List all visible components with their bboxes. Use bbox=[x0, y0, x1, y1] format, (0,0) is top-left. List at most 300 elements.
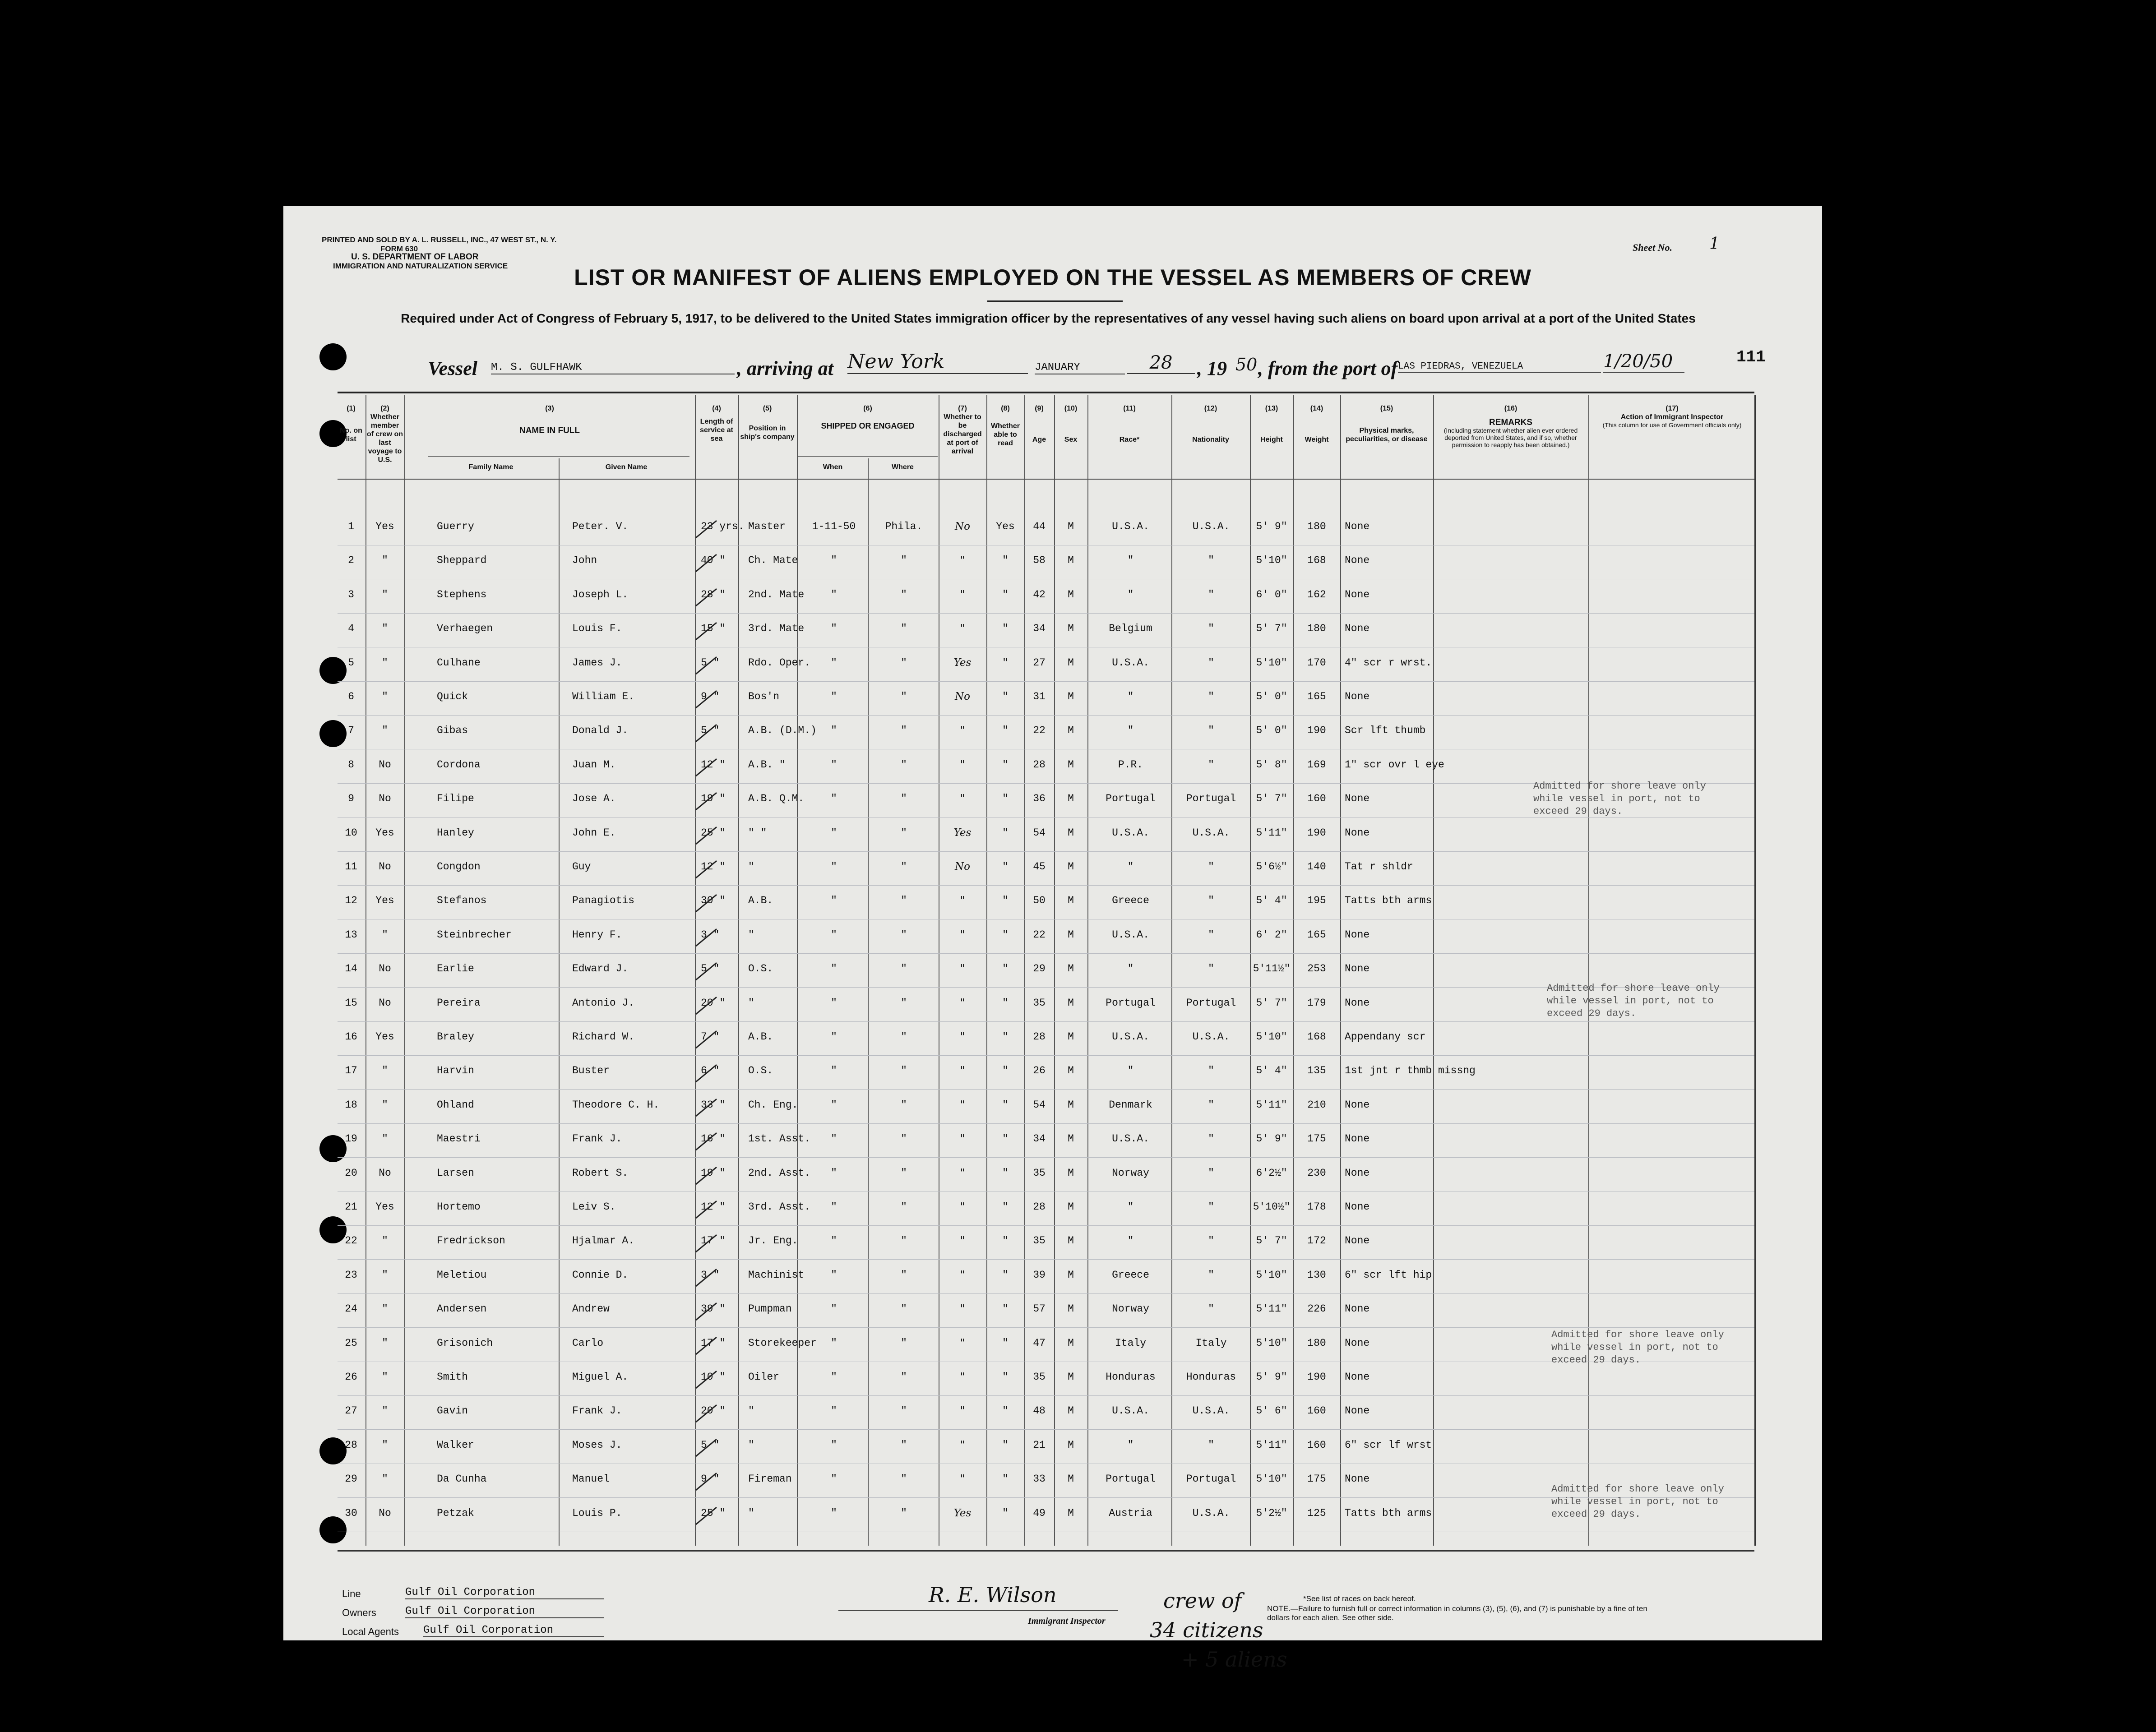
cell-family: Quick bbox=[437, 691, 468, 702]
cell-where: " bbox=[901, 1065, 907, 1077]
cell-marks: None bbox=[1345, 963, 1370, 975]
agents-value: Gulf Oil Corporation bbox=[423, 1624, 604, 1637]
cell-age: 22 bbox=[1033, 928, 1046, 941]
cell-race: U.S.A. bbox=[1112, 656, 1149, 669]
cell-given: Connie D. bbox=[572, 1269, 629, 1281]
cell-where: " bbox=[901, 588, 907, 600]
cell-sex: M bbox=[1068, 1099, 1074, 1111]
cell-age: 42 bbox=[1033, 588, 1046, 600]
cell-age: 27 bbox=[1033, 656, 1046, 669]
cell-no: 6 bbox=[348, 691, 354, 702]
col-16-header: (16) REMARKS (Including statement whether alien ever ordered deported from United States, and if so, whether permission to reapply has been obtained.) bbox=[1444, 405, 1578, 448]
cell-disch: " bbox=[960, 928, 965, 941]
cell-last: " bbox=[382, 928, 388, 941]
col-15-header: (15) Physical marks, peculiarities, or disease bbox=[1346, 405, 1428, 443]
cell-when: " bbox=[831, 1133, 837, 1145]
cell-when: " bbox=[831, 691, 837, 702]
cell-race: U.S.A. bbox=[1112, 928, 1149, 941]
cell-nat: Portugal bbox=[1186, 793, 1236, 805]
cell-age: 45 bbox=[1033, 861, 1046, 873]
cell-family: Guerry bbox=[437, 521, 474, 532]
cell-height: 5'10" bbox=[1256, 1269, 1287, 1281]
cell-read: " bbox=[1002, 1439, 1009, 1451]
cell-no: 16 bbox=[345, 1031, 357, 1043]
cell-sex: M bbox=[1068, 963, 1074, 975]
cell-where: " bbox=[901, 1303, 907, 1315]
cell-nat: " bbox=[1208, 1235, 1214, 1247]
cell-given: Donald J. bbox=[572, 725, 629, 737]
cell-where: " bbox=[901, 895, 907, 907]
cell-when: " bbox=[831, 1201, 837, 1213]
cell-read: " bbox=[1002, 1065, 1009, 1077]
col-3a-header: Family Name bbox=[468, 463, 514, 471]
cell-height: 5' 6" bbox=[1256, 1405, 1287, 1417]
cell-race: Belgium bbox=[1109, 623, 1152, 635]
cell-given: Henry F. bbox=[572, 928, 622, 941]
cell-disch: Yes bbox=[953, 1507, 972, 1519]
cell-family: Hortemo bbox=[437, 1201, 481, 1213]
col-14-header: (14) Weight bbox=[1305, 405, 1329, 443]
cell-no: 2 bbox=[348, 554, 354, 567]
row-rule bbox=[338, 1327, 1754, 1328]
cell-marks: None bbox=[1345, 691, 1370, 702]
cell-last: " bbox=[382, 623, 388, 635]
cell-disch: " bbox=[960, 1473, 965, 1485]
cell-height: 5'2½" bbox=[1256, 1507, 1287, 1519]
cell-no: 17 bbox=[345, 1065, 357, 1077]
cell-race: " bbox=[1127, 588, 1134, 600]
cell-age: 58 bbox=[1033, 554, 1046, 567]
cell-weight: 168 bbox=[1307, 1031, 1326, 1043]
cell-position: " bbox=[748, 997, 754, 1009]
cell-race: " bbox=[1127, 725, 1134, 737]
cell-service: 5 " bbox=[701, 963, 720, 975]
service-tick-mark bbox=[693, 1198, 720, 1221]
cell-given: Panagiotis bbox=[572, 895, 635, 907]
col-9-header: (9) Age bbox=[1032, 405, 1046, 443]
cell-last: Yes bbox=[375, 895, 394, 907]
cell-height: 5' 9" bbox=[1256, 521, 1287, 532]
cell-disch: " bbox=[960, 895, 965, 907]
arrival-year: 50 bbox=[1235, 355, 1258, 374]
cell-marks: None bbox=[1345, 623, 1370, 635]
cell-age: 57 bbox=[1033, 1303, 1046, 1315]
cell-when: " bbox=[831, 1473, 837, 1485]
cell-weight: 162 bbox=[1307, 588, 1326, 600]
cell-where: " bbox=[901, 758, 907, 771]
service-tick-mark bbox=[693, 1368, 720, 1391]
cell-last: No bbox=[379, 1167, 391, 1179]
cell-family: Harvin bbox=[437, 1065, 474, 1077]
cell-race: P.R. bbox=[1118, 758, 1143, 771]
cell-disch: " bbox=[960, 725, 965, 737]
cell-nat: U.S.A. bbox=[1192, 827, 1230, 839]
cell-where: " bbox=[901, 1507, 907, 1519]
cell-height: 5'11" bbox=[1256, 1099, 1287, 1111]
cell-when: " bbox=[831, 1167, 837, 1179]
cell-race: " bbox=[1127, 691, 1134, 702]
cell-race: Denmark bbox=[1109, 1099, 1152, 1111]
service-tick-mark bbox=[693, 1470, 720, 1493]
cell-nat: " bbox=[1208, 1303, 1214, 1315]
cell-where: " bbox=[901, 656, 907, 669]
cell-height: 5'10" bbox=[1256, 1337, 1287, 1349]
column-rule bbox=[1087, 395, 1088, 1546]
cell-weight: 253 bbox=[1307, 963, 1326, 975]
cell-position: Ch. Mate bbox=[748, 554, 798, 567]
cell-last: No bbox=[379, 758, 391, 771]
cell-given: Leiv S. bbox=[572, 1201, 616, 1213]
cell-given: Louis P. bbox=[572, 1507, 622, 1519]
list-number: 111 bbox=[1736, 348, 1766, 366]
cell-age: 28 bbox=[1033, 1201, 1046, 1213]
cell-marks: None bbox=[1345, 554, 1370, 567]
cell-where: " bbox=[901, 623, 907, 635]
cell-position: Bos'n bbox=[748, 691, 780, 702]
cell-given: Manuel bbox=[572, 1473, 610, 1485]
cell-when: " bbox=[831, 623, 837, 635]
cell-age: 35 bbox=[1033, 1167, 1046, 1179]
cell-nat: " bbox=[1208, 588, 1214, 600]
cell-when: 1-11-50 bbox=[812, 521, 856, 532]
cell-service: 9 " bbox=[701, 1473, 720, 1485]
row-rule bbox=[338, 1123, 1754, 1124]
cell-given: Carlo bbox=[572, 1337, 604, 1349]
row-rule bbox=[338, 1021, 1754, 1022]
cell-race: Norway bbox=[1112, 1303, 1149, 1315]
cell-position: Rdo. Oper. bbox=[748, 656, 811, 669]
service-tick-mark bbox=[693, 722, 720, 744]
cell-marks: 6" scr lft hip bbox=[1345, 1269, 1432, 1281]
cell-no: 21 bbox=[345, 1201, 357, 1213]
cell-race: U.S.A. bbox=[1112, 827, 1149, 839]
cell-when: " bbox=[831, 793, 837, 805]
col-12-header: (12) Nationality bbox=[1192, 405, 1229, 443]
cell-last: No bbox=[379, 997, 391, 1009]
cell-weight: 168 bbox=[1307, 554, 1326, 567]
cell-marks: Appendany scr bbox=[1345, 1031, 1426, 1043]
cell-position: A.B. " bbox=[748, 758, 786, 771]
cell-weight: 125 bbox=[1307, 1507, 1326, 1519]
cell-last: " bbox=[382, 1473, 388, 1485]
sheet-number: 1 bbox=[1709, 235, 1720, 253]
cell-weight: 210 bbox=[1307, 1099, 1326, 1111]
cell-disch: " bbox=[960, 623, 965, 635]
cell-last: " bbox=[382, 1269, 388, 1281]
cell-last: " bbox=[382, 691, 388, 702]
service-tick-mark bbox=[693, 1028, 720, 1051]
cell-read: " bbox=[1002, 1405, 1009, 1417]
cell-nat: " bbox=[1208, 554, 1214, 567]
cell-race: Norway bbox=[1112, 1167, 1149, 1179]
cell-service: 25 " bbox=[701, 1507, 726, 1519]
cell-sex: M bbox=[1068, 758, 1074, 771]
cell-position: Machinist bbox=[748, 1269, 805, 1281]
cell-service: 5 " bbox=[701, 1439, 720, 1451]
cell-no: 8 bbox=[348, 758, 354, 771]
cell-given: Hjalmar A. bbox=[572, 1235, 635, 1247]
cell-position: Pumpman bbox=[748, 1303, 792, 1315]
cell-marks: None bbox=[1345, 521, 1370, 532]
cell-weight: 160 bbox=[1307, 1439, 1326, 1451]
column-rule bbox=[1024, 395, 1025, 1546]
cell-nat: Honduras bbox=[1186, 1371, 1236, 1383]
cell-age: 28 bbox=[1033, 758, 1046, 771]
cell-where: " bbox=[901, 1269, 907, 1281]
cell-race: Honduras bbox=[1106, 1371, 1156, 1383]
cell-family: Andersen bbox=[437, 1303, 487, 1315]
cell-position: " bbox=[748, 928, 754, 941]
col-6b-header: Where bbox=[892, 463, 914, 471]
cell-weight: 178 bbox=[1307, 1201, 1326, 1213]
row-rule bbox=[338, 715, 1754, 716]
cell-nat: " bbox=[1208, 725, 1214, 737]
row-rule bbox=[338, 953, 1754, 954]
cell-age: 26 bbox=[1033, 1065, 1046, 1077]
cell-service: 20 " bbox=[701, 1405, 726, 1417]
cell-read: " bbox=[1002, 793, 1009, 805]
cell-sex: M bbox=[1068, 521, 1074, 532]
cell-nat: U.S.A. bbox=[1192, 1507, 1230, 1519]
cell-nat: " bbox=[1208, 691, 1214, 702]
cell-service: 7 " bbox=[701, 1031, 720, 1043]
cell-weight: 135 bbox=[1307, 1065, 1326, 1077]
cell-last: " bbox=[382, 554, 388, 567]
cell-nat: " bbox=[1208, 861, 1214, 873]
cell-marks: 6" scr lf wrst bbox=[1345, 1439, 1432, 1451]
cell-service: 17 " bbox=[701, 1337, 726, 1349]
cell-marks: 1st jnt r thmb missng bbox=[1345, 1065, 1476, 1077]
cell-read: " bbox=[1002, 1167, 1009, 1179]
cell-service: 33 " bbox=[701, 1099, 726, 1111]
cell-height: 5' 7" bbox=[1256, 793, 1287, 805]
cell-marks: None bbox=[1345, 1303, 1370, 1315]
cell-read: " bbox=[1002, 827, 1009, 839]
cell-weight: 180 bbox=[1307, 623, 1326, 635]
cell-nat: " bbox=[1208, 895, 1214, 907]
cell-age: 44 bbox=[1033, 521, 1046, 532]
cell-disch: " bbox=[960, 1201, 965, 1213]
service-tick-mark bbox=[693, 960, 720, 983]
cell-last: " bbox=[382, 1065, 388, 1077]
cell-disch: " bbox=[960, 1031, 965, 1043]
service-tick-mark bbox=[693, 586, 720, 609]
cell-position: Master bbox=[748, 521, 786, 532]
cell-service: 39 " bbox=[701, 1303, 726, 1315]
cell-position: 2nd. Mate bbox=[748, 588, 805, 600]
cell-disch: " bbox=[960, 997, 965, 1009]
cell-nat: U.S.A. bbox=[1192, 521, 1230, 532]
cell-when: " bbox=[831, 1337, 837, 1349]
department: U. S. DEPARTMENT OF LABOR bbox=[351, 252, 479, 262]
cell-marks: None bbox=[1345, 1167, 1370, 1179]
cell-no: 20 bbox=[345, 1167, 357, 1179]
cell-marks: None bbox=[1345, 997, 1370, 1009]
cell-no: 15 bbox=[345, 997, 357, 1009]
cell-race: " bbox=[1127, 1065, 1134, 1077]
cell-no: 25 bbox=[345, 1337, 357, 1349]
cell-position: A.B. bbox=[748, 895, 773, 907]
cell-marks: None bbox=[1345, 588, 1370, 600]
cell-position: " bbox=[748, 1439, 754, 1451]
cell-read: " bbox=[1002, 1235, 1009, 1247]
cell-nat: " bbox=[1208, 1439, 1214, 1451]
cell-given: James J. bbox=[572, 656, 622, 669]
printer-line: PRINTED AND SOLD BY A. L. RUSSELL, INC., 47 WEST ST., N. Y. bbox=[322, 236, 557, 244]
cell-no: 13 bbox=[345, 928, 357, 941]
cell-marks: None bbox=[1345, 827, 1370, 839]
remark-line: while vessel in port, not to bbox=[1551, 1342, 1718, 1353]
cell-weight: 175 bbox=[1307, 1473, 1326, 1485]
cell-position: 3rd. Asst. bbox=[748, 1201, 811, 1213]
cell-weight: 179 bbox=[1307, 997, 1326, 1009]
cell-nat: " bbox=[1208, 1065, 1214, 1077]
cell-sex: M bbox=[1068, 691, 1074, 702]
row-rule bbox=[338, 1395, 1754, 1396]
races-note: *See list of races on back hereof. bbox=[1303, 1594, 1416, 1603]
service-tick-mark bbox=[693, 926, 720, 949]
row-rule bbox=[338, 1055, 1754, 1056]
cell-no: 4 bbox=[348, 623, 354, 635]
cell-last: " bbox=[382, 1371, 388, 1383]
cell-disch: " bbox=[960, 588, 965, 600]
cell-no: 3 bbox=[348, 588, 354, 600]
cell-height: 5' 4" bbox=[1256, 895, 1287, 907]
cell-sex: M bbox=[1068, 1133, 1074, 1145]
cell-no: 26 bbox=[345, 1371, 357, 1383]
cell-family: Stephens bbox=[437, 588, 487, 600]
col-6a-header: When bbox=[823, 463, 843, 471]
cell-family: Ohland bbox=[437, 1099, 474, 1111]
cell-no: 23 bbox=[345, 1269, 357, 1281]
cell-position: " bbox=[748, 1405, 754, 1417]
cell-given: Guy bbox=[572, 861, 591, 873]
cell-read: " bbox=[1002, 1371, 1009, 1383]
cell-family: Congdon bbox=[437, 861, 481, 873]
row-rule bbox=[338, 987, 1754, 988]
cell-disch: " bbox=[960, 1303, 965, 1315]
owners-label: Owners bbox=[342, 1607, 376, 1618]
cell-last: " bbox=[382, 1439, 388, 1451]
cell-last: " bbox=[382, 1337, 388, 1349]
cell-where: " bbox=[901, 1371, 907, 1383]
cell-family: Braley bbox=[437, 1031, 474, 1043]
cell-position: O.S. bbox=[748, 1065, 773, 1077]
cell-sex: M bbox=[1068, 827, 1074, 839]
cell-age: 54 bbox=[1033, 827, 1046, 839]
cell-sex: M bbox=[1068, 588, 1074, 600]
cell-family: Hanley bbox=[437, 827, 474, 839]
cell-when: " bbox=[831, 725, 837, 737]
manifest-sheet bbox=[283, 206, 1822, 1672]
cell-when: " bbox=[831, 758, 837, 771]
cell-marks: None bbox=[1345, 1201, 1370, 1213]
cell-last: Yes bbox=[375, 1201, 394, 1213]
service-tick-mark bbox=[693, 756, 720, 779]
cell-race: Austria bbox=[1109, 1507, 1152, 1519]
cell-weight: 175 bbox=[1307, 1133, 1326, 1145]
cell-sex: M bbox=[1068, 997, 1074, 1009]
service-tick-mark bbox=[693, 1232, 720, 1255]
cell-weight: 140 bbox=[1307, 861, 1326, 873]
cell-where: " bbox=[901, 861, 907, 873]
service-tick-mark bbox=[693, 994, 720, 1017]
cell-height: 5'10½" bbox=[1253, 1201, 1291, 1213]
cell-read: " bbox=[1002, 1031, 1009, 1043]
cell-sex: M bbox=[1068, 1201, 1074, 1213]
cell-where: " bbox=[901, 1167, 907, 1179]
col-3b-header: Given Name bbox=[605, 463, 648, 471]
cell-family: Meletiou bbox=[437, 1269, 487, 1281]
arriving-port: New York bbox=[847, 350, 1028, 374]
cell-no: 30 bbox=[345, 1507, 357, 1519]
cell-disch: " bbox=[960, 1337, 965, 1349]
cell-height: 5' 7" bbox=[1256, 1235, 1287, 1247]
cell-height: 5' 7" bbox=[1256, 623, 1287, 635]
service-tick-mark bbox=[693, 518, 720, 540]
cell-marks: Tatts bth arms bbox=[1345, 895, 1432, 907]
cell-height: 5'11" bbox=[1256, 1303, 1287, 1315]
service-tick-mark bbox=[693, 1266, 720, 1289]
inspector-signature: R. E. Wilson bbox=[929, 1583, 1057, 1607]
remark-line: Admitted for shore leave only bbox=[1551, 1329, 1724, 1340]
cell-race: " bbox=[1127, 1439, 1134, 1451]
cell-read: " bbox=[1002, 588, 1009, 600]
cell-weight: 180 bbox=[1307, 1337, 1326, 1349]
cell-service: 28 " bbox=[701, 588, 726, 600]
cell-disch: " bbox=[960, 1405, 965, 1417]
cell-service: 3 " bbox=[701, 1269, 720, 1281]
cell-service: 12 " bbox=[701, 758, 726, 771]
cell-height: 5'10" bbox=[1256, 554, 1287, 567]
cell-nat: U.S.A. bbox=[1192, 1405, 1230, 1417]
col-3-header: (3) NAME IN FULL bbox=[519, 405, 580, 435]
cell-height: 5' 0" bbox=[1256, 725, 1287, 737]
cell-family: Grisonich bbox=[437, 1337, 493, 1349]
cell-where: " bbox=[901, 1439, 907, 1451]
cell-last: Yes bbox=[375, 827, 394, 839]
cell-when: " bbox=[831, 1405, 837, 1417]
cell-sex: M bbox=[1068, 1507, 1074, 1519]
cell-family: Culhane bbox=[437, 656, 481, 669]
cell-given: Moses J. bbox=[572, 1439, 622, 1451]
cell-disch: " bbox=[960, 1133, 965, 1145]
cell-sex: M bbox=[1068, 1031, 1074, 1043]
service-tick-mark bbox=[693, 552, 720, 574]
cell-given: Antonio J. bbox=[572, 997, 635, 1009]
cell-where: " bbox=[901, 725, 907, 737]
column-rule bbox=[1250, 395, 1251, 1546]
service-tick-mark bbox=[693, 654, 720, 677]
punch-hole bbox=[319, 1516, 347, 1543]
remark-line: Admitted for shore leave only bbox=[1551, 1483, 1724, 1495]
cell-last: " bbox=[382, 588, 388, 600]
cell-no: 19 bbox=[345, 1133, 357, 1145]
cell-position: 2nd. Asst. bbox=[748, 1167, 811, 1179]
cell-sex: M bbox=[1068, 1439, 1074, 1451]
cell-service: 10 " bbox=[701, 1371, 726, 1383]
cell-nat: Italy bbox=[1195, 1337, 1227, 1349]
cell-when: " bbox=[831, 656, 837, 669]
cell-read: " bbox=[1002, 725, 1009, 737]
cell-given: Edward J. bbox=[572, 963, 629, 975]
cell-where: " bbox=[901, 1337, 907, 1349]
col-11-header: (11) Race* bbox=[1119, 405, 1140, 443]
cell-nat: " bbox=[1208, 758, 1214, 771]
cell-read: " bbox=[1002, 1269, 1009, 1281]
col-4-header: (4) Length of service at sea bbox=[700, 405, 733, 443]
cell-no: 27 bbox=[345, 1405, 357, 1417]
